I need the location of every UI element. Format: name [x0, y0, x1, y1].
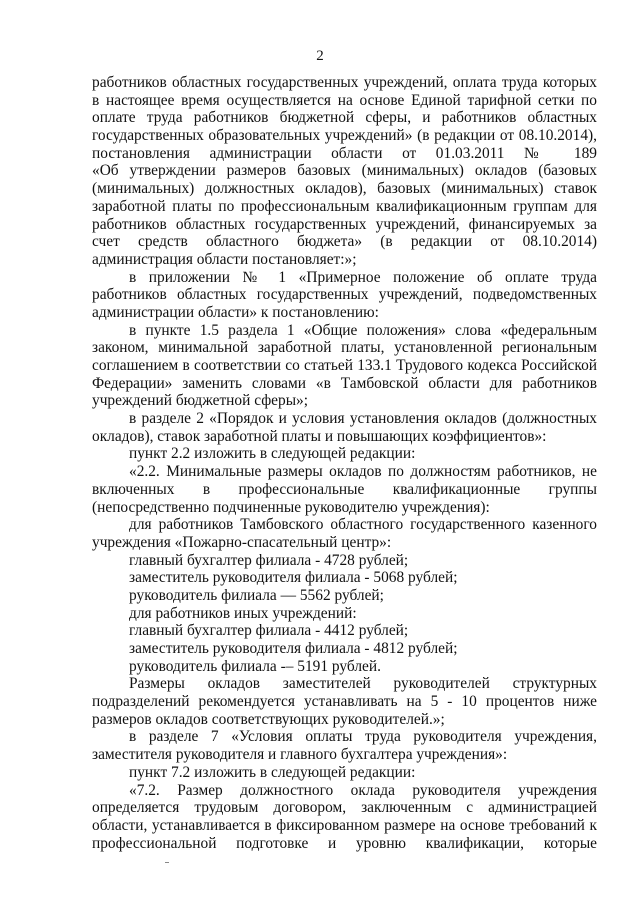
text-line: «7.2. Размер должностного оклада руководителя учреждения: [129, 781, 597, 799]
text-line: главный бухгалтер филиала - 4728 рублей;: [129, 551, 409, 569]
text-line: пункт 2.2 изложить в следующей редакции:: [129, 445, 416, 463]
text-line: администрация области постановляет:»;: [92, 250, 357, 268]
page-number: 2: [316, 48, 324, 64]
text-line: руководитель филиала — 5562 рублей;: [129, 586, 384, 604]
text-line: подразделений рекомендуется устанавливать на 5 - 10 процентов ниже: [92, 693, 597, 711]
text-line: «Об утверждении размеров базовых (минимальных) окладов (базовых: [92, 162, 597, 180]
text-line: работников областных государственных учреждений, подведомственных: [92, 286, 597, 304]
text-line: определяется трудовым договором, заключенным с администрацией: [92, 799, 597, 817]
text-line: профессиональной подготовке и уровню квалификации, которые: [92, 834, 597, 852]
text-line: главный бухгалтер филиала - 4412 рублей;: [129, 622, 409, 640]
text-line: государственных образовательных учреждений» (в редакции от 08.10.2014),: [92, 127, 597, 145]
text-line: постановления администрации области от 01.03.2011 № 189: [92, 144, 597, 162]
text-line: в разделе 2 «Порядок и условия установления окладов (должностных: [129, 410, 597, 428]
text-line: оплате труда работников бюджетной сферы, и работников областных: [92, 109, 597, 127]
text-line: размеров окладов соответствующих руководителей.»;: [92, 710, 445, 728]
text-line: заместителя руководителя и главного бухгалтера учреждения»:: [92, 746, 508, 764]
text-line: «2.2. Минимальные размеры окладов по должностям работников, не: [129, 463, 597, 481]
text-line: заместитель руководителя филиала - 5068 рублей;: [129, 569, 458, 587]
text-line: окладов), ставок заработной платы и повышающих коэффициентов»:: [92, 427, 547, 445]
text-line: заработной платы по профессиональным квалификационным группам для: [92, 197, 597, 215]
scan-mark: [165, 862, 169, 863]
text-line: счет средств областного бюджета» (в редакции от 08.10.2014): [92, 233, 597, 251]
text-line: учреждений бюджетной сферы»;: [92, 392, 309, 410]
text-line: заместитель руководителя филиала - 4812 рублей;: [129, 640, 458, 657]
text-line: руководитель филиала -– 5191 рублей.: [129, 657, 381, 675]
text-line: области, устанавливается в фиксированном размере на основе требований к: [92, 816, 597, 834]
text-line: в приложении № 1 «Примерное положение об оплате труда: [129, 268, 597, 286]
text-line: для работников иных учреждений:: [129, 604, 357, 622]
text-line: в настоящее время осуществляется на основе Единой тарифной сетки по: [92, 91, 597, 109]
text-line: (непосредственно подчиненные руководителю учреждения):: [92, 498, 490, 516]
text-line: законом, минимальной заработной платы, установленной региональным: [92, 339, 597, 357]
text-line: в разделе 7 «Условия оплаты труда руководителя учреждения,: [129, 728, 597, 746]
text-line: Размеры окладов заместителей руководителей структурных: [129, 675, 597, 693]
body-text: [92, 74, 597, 852]
text-line: администрации области» к постановлению:: [92, 303, 379, 321]
text-line: учреждения «Пожарно-спасательный центр»:: [92, 533, 392, 551]
text-line: пункт 7.2 изложить в следующей редакции:: [129, 763, 416, 781]
text-line: соглашением в соответствии со статьей 133.1 Трудового кодекса Российской: [92, 357, 597, 374]
text-line: для работников Тамбовского областного государственного казенного: [129, 516, 597, 534]
text-line: в пункте 1.5 раздела 1 «Общие положения» слова «федеральным: [129, 321, 597, 339]
text-line: работников областных государственных учреждений, оплата труда которых: [92, 74, 597, 91]
text-line: Федерации» заменить словами «в Тамбовской области для работников: [92, 374, 597, 392]
text-line: (минимальных) должностных окладов), базовых (минимальных) ставок: [92, 180, 597, 198]
text-line: работников областных государственных учреждений, финансируемых за: [92, 215, 597, 233]
text-line: включенных в профессиональные квалификационные группы: [92, 480, 597, 498]
